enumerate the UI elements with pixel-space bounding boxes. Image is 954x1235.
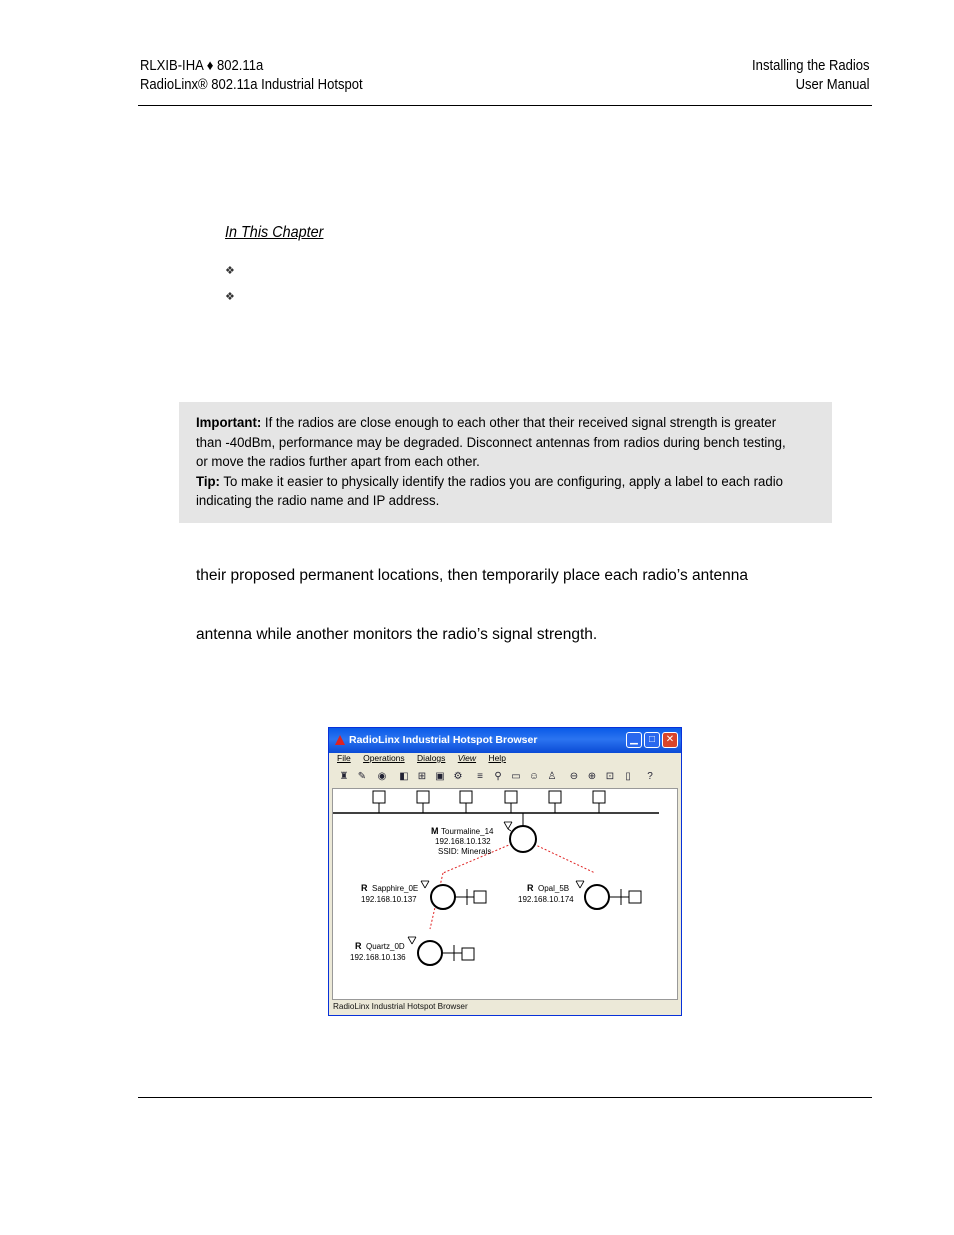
node-name: Quartz_0D: [366, 942, 405, 951]
close-button[interactable]: ✕: [662, 732, 678, 748]
network-diagram: [333, 789, 677, 999]
host-device-box: [462, 948, 474, 960]
node-ip: 192.168.10.137: [361, 895, 417, 904]
radio-circle: [585, 885, 609, 909]
antenna-icon: [408, 937, 416, 944]
window-titlebar[interactable]: [329, 728, 681, 753]
user-icon[interactable]: ♙: [547, 771, 557, 782]
chapter-heading: In This Chapter: [225, 224, 324, 241]
radio-node-quartz: [350, 937, 474, 965]
node-role: M: [431, 826, 439, 836]
menu-view[interactable]: View: [457, 753, 477, 763]
settings-icon[interactable]: ⚙: [453, 771, 463, 782]
status-text: RadioLinx Industrial Hotspot Browser: [333, 1002, 468, 1011]
toolbar: [331, 768, 679, 788]
zoom-out-icon[interactable]: ⊖: [569, 771, 579, 782]
bus-device-box: [417, 791, 429, 803]
save-icon[interactable]: ▣: [435, 771, 445, 782]
node-name: Sapphire_0E: [372, 884, 419, 893]
radio-circle: [431, 885, 455, 909]
zoom-in-icon[interactable]: ⊕: [587, 771, 597, 782]
radio-node-opal: [518, 881, 641, 909]
maximize-button[interactable]: □: [644, 732, 660, 748]
body-text-line: antenna while another monitors the radio’s signal strength.: [196, 626, 598, 643]
bus-device-box: [593, 791, 605, 803]
menu-bar: [331, 753, 679, 768]
people-icon[interactable]: ☺: [528, 771, 540, 782]
node-name: Opal_5B: [538, 884, 570, 893]
radio-circle: [510, 826, 536, 852]
app-logo-icon: [335, 735, 345, 745]
footer-rule: [138, 1097, 872, 1098]
link-icon[interactable]: ⚲: [494, 771, 502, 782]
header-rule: [138, 105, 872, 106]
node-ip: 192.168.10.136: [350, 953, 406, 962]
menu-dialogs[interactable]: Dialogs: [417, 753, 446, 763]
body-text-line: their proposed permanent locations, then temporarily place each radio’s antenna: [196, 567, 749, 584]
window-title: RadioLinx Industrial Hotspot Browser: [349, 734, 538, 746]
status-bar: [331, 1001, 679, 1014]
browser-window: [328, 727, 682, 1016]
doc-manual-name: User Manual: [796, 77, 870, 93]
doc-product-name: RadioLinx® 802.11a Industrial Hotspot: [140, 77, 363, 93]
help-icon[interactable]: ?: [647, 771, 653, 782]
menu-help[interactable]: Help: [488, 753, 506, 763]
antenna-icon: [576, 881, 584, 888]
radio-circle: [418, 941, 442, 965]
tip-label: Tip:: [196, 473, 220, 490]
monitor-arrow-icon[interactable]: ◧: [399, 771, 409, 782]
network-canvas: [332, 788, 678, 1000]
computer-icon[interactable]: ▭: [511, 771, 521, 782]
note-box: [179, 402, 832, 523]
globe-icon[interactable]: ◉: [377, 771, 387, 782]
menu-file[interactable]: File: [337, 753, 351, 763]
radio-node-master: [431, 822, 536, 856]
node-ip: 192.168.10.132: [435, 837, 491, 846]
doc-product-code: RLXIB-IHA ♦ 802.11a: [140, 58, 264, 74]
bus-device-box: [505, 791, 517, 803]
node-role: R: [361, 883, 368, 893]
menu-operations[interactable]: Operations: [363, 753, 405, 763]
important-text: If the radios are close enough to each other that their received signal strength is greater than -40dBm, performance may be degraded. Disconnect antennas from radios during bench testing, or move the radios further apart from each other.: [196, 415, 786, 470]
minimize-button[interactable]: ▁: [626, 732, 642, 748]
antenna-icon: [504, 822, 512, 831]
host-device-box: [474, 891, 486, 903]
bullet-icon: ❖: [225, 265, 235, 277]
host-device-box: [629, 891, 641, 903]
node-role: R: [527, 883, 534, 893]
radio-node-sapphire: [361, 881, 486, 909]
node-ssid: SSID: Minerals: [438, 847, 492, 856]
document-icon[interactable]: ▯: [625, 771, 631, 782]
antenna-icon: [421, 881, 429, 888]
header-right: [752, 57, 870, 95]
bus-device-box: [373, 791, 385, 803]
node-name: Tourmaline_14: [441, 827, 494, 836]
zoom-fit-icon[interactable]: ⊡: [605, 771, 615, 782]
list-icon[interactable]: ≡: [477, 771, 483, 782]
header-left: [140, 57, 363, 95]
important-label: Important:: [196, 415, 262, 431]
tip-text: To make it easier to physically identify the radios you are configuring, apply a label to each radio indicating the radio name and IP address.: [196, 473, 783, 509]
bus-device-box: [460, 791, 472, 803]
network-icon[interactable]: ⊞: [417, 771, 427, 782]
node-role: R: [355, 941, 362, 951]
note-text: [196, 414, 791, 512]
binoculars-icon[interactable]: ♜: [339, 771, 349, 782]
bus-drops: [373, 791, 605, 813]
bus-device-box: [549, 791, 561, 803]
wand-icon[interactable]: ✎: [357, 771, 367, 782]
doc-section-title: Installing the Radios: [752, 58, 870, 74]
bullet-icon: ❖: [225, 291, 235, 303]
node-ip: 192.168.10.174: [518, 895, 574, 904]
